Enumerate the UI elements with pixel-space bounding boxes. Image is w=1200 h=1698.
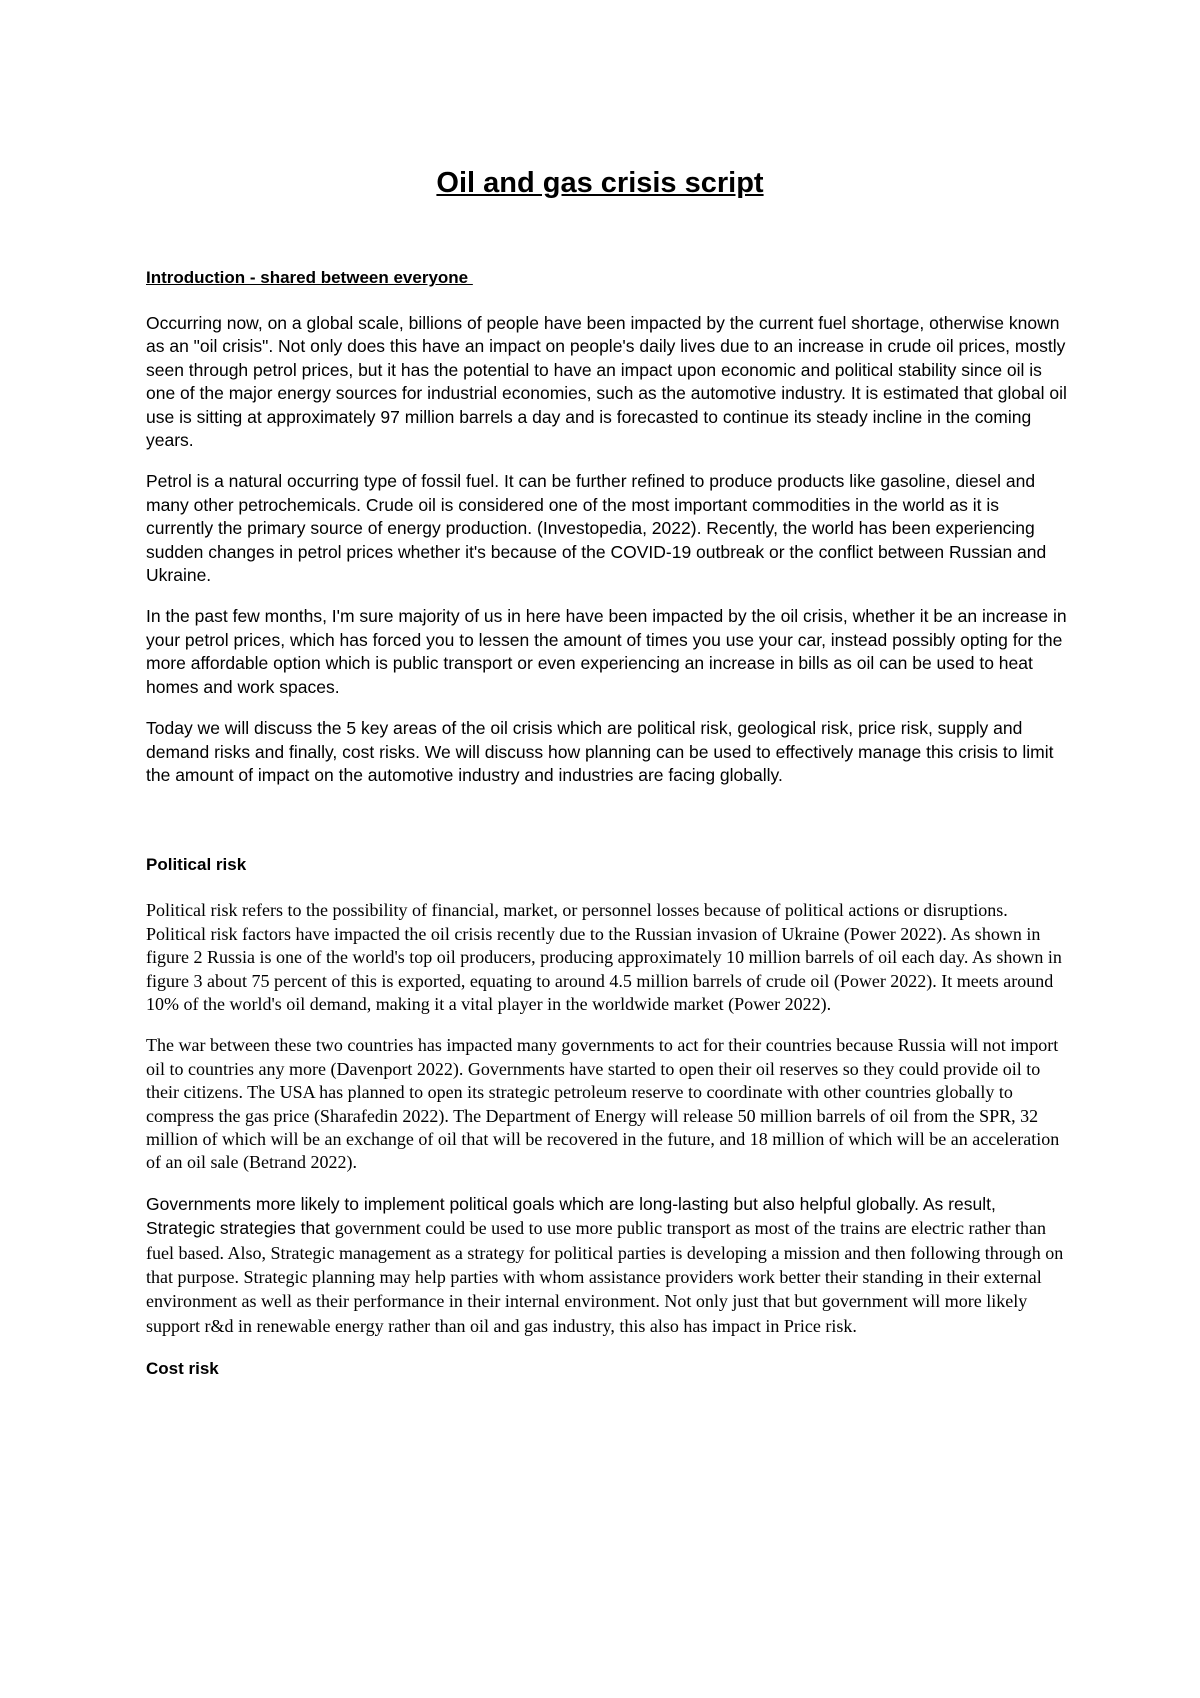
intro-paragraph: Petrol is a natural occurring type of fossil fuel. It can be further refined to produce products like gasoline, diesel and many other petrochemicals. Crude oil is considered one of the most important commodities in the world as it is currently the primary source of energy production. (Investopedia, 2022). Recently, the world has been experiencing sudden changes in petrol prices whether it's because of the COVID-19 outbreak or the conflict between Russian and Ukraine. (146, 471, 1047, 586)
intro-heading: Introduction - shared between everyone (146, 268, 473, 287)
political-risk-heading: Political risk (146, 855, 247, 875)
document-body (146, 266, 1068, 1381)
intro-paragraph: In the past few months, I'm sure majority of us in here have been impacted by the oil crisis, whether it be an increase in your petrol prices, which has forced you to lessen the amount of times you use your car, instead possibly opting for the more affordable option which is public transport or even experiencing an increase in bills as oil can be used to heat homes and work spaces. (146, 606, 1067, 697)
intro-paragraph: Occurring now, on a global scale, billions of people have been impacted by the current fuel shortage, otherwise known as an "oil crisis". Not only does this have an impact on people's daily lives due to an increase in crude oil prices, mostly seen through petrol prices, but it has the potential to have an impact upon economic and political stability since oil is one of the major energy sources for industrial economies, such as the automotive industry. It is estimated that global oil use is sitting at approximately 97 million barrels a day and is forecasted to continue its steady incline in the coming years. (146, 313, 1067, 451)
intro-paragraph: Today we will discuss the 5 key areas of the oil crisis which are political risk, geological risk, price risk, supply and demand risks and finally, cost risks. We will discuss how planning can be used to effectively manage this crisis to limit the amount of impact on the automotive industry and industries are facing globally. (146, 718, 1054, 785)
political-paragraph: Political risk refers to the possibility of financial, market, or personnel losses because of political actions or disruptions. Political risk factors have impacted the oil crisis recently due to the Russian invasion of Ukraine (Power 2022). As shown in figure 2 Russia is one of the world's top oil producers, producing approximately 10 million barrels of oil each day. As shown in figure 3 about 75 percent of this is exported, equating to around 4.5 million barrels of crude oil (Power 2022). It meets around 10% of the world's oil demand, making it a vital player in the worldwide market (Power 2022). (146, 900, 1062, 1014)
political-paragraph: The war between these two countries has impacted many governments to act for their countries because Russia will not import oil to countries any more (Davenport 2022). Governments have started to open their oil reserves so they could provide oil to their citizens. The USA has planned to open its strategic petroleum reserve to coordinate with other countries globally to compress the gas price (Sharafedin 2022). The Department of Energy will release 50 million barrels of oil from the SPR, 32 million of which will be an exchange of oil that will be recovered in the future, and 18 million of which will be an acceleration of an oil sale (Betrand 2022). (146, 1035, 1060, 1173)
political-paragraph-lead: Governments more likely to implement political goals which are long-lasting but also helpful globally. As result, Strategic strategies that (146, 1193, 996, 1239)
political-paragraph (146, 1193, 1068, 1339)
cost-risk-heading: Cost risk (146, 1359, 219, 1379)
document-title: Oil and gas crisis script (436, 167, 764, 199)
political-paragraph-rest: government could be used to use more public transport as most of the trains are electric rather than fuel based. Also, Strategic management as a strategy for political parties is developing a mission and then following through on that purpose. Strategic planning may help parties with whom assistance providers work better their standing in their external environment as well as their performance in their internal environment. Not only just that but government will more likely support r&d in renewable energy rather than oil and gas industry, this also has impact in Price risk. (146, 1218, 1064, 1336)
